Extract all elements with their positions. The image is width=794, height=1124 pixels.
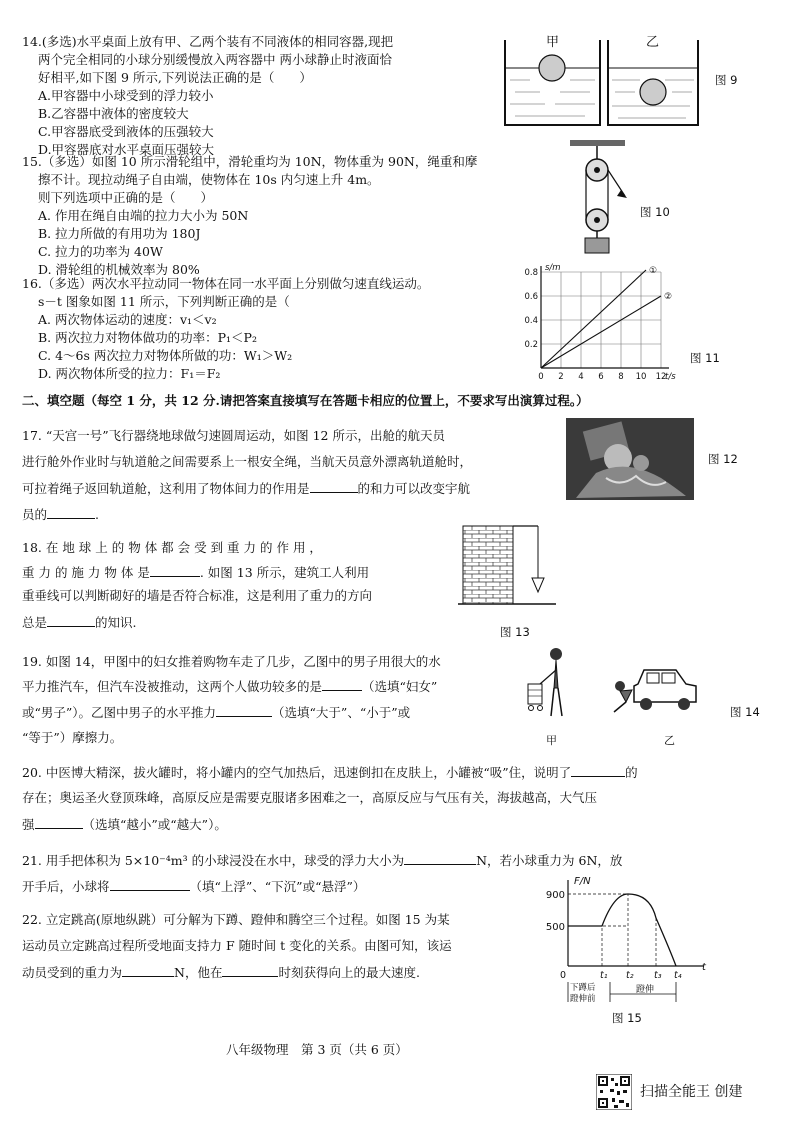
scanner-watermark: 扫描全能王 创建 (640, 1084, 743, 1100)
phase-label-1: 下蹲后 (570, 983, 596, 993)
q17-line-3-tail: 的和力可以改变宇航 (357, 481, 471, 496)
q21-line-1-tail: N，若小球重力为 6N，放 (476, 853, 623, 868)
figure-12-caption: 图 12 (708, 452, 738, 466)
q21-line-1 (22, 852, 622, 870)
q16-line-2: s－t 图象如图 11 所示，下列判断正确的是（ (38, 294, 290, 309)
y-tick-label: 0.8 (524, 268, 538, 278)
q18-blank-1[interactable] (150, 564, 200, 577)
q21-blank-2[interactable] (110, 878, 190, 891)
figure-14-caption: 图 14 (730, 705, 760, 719)
series-line-1 (541, 270, 646, 368)
q16-option-a: A. 两次物体运动的速度：v₁＜v₂ (38, 312, 217, 327)
y-axis-label: F/N (574, 876, 591, 887)
q17-line-2: 进行舱外作业时与轨道舱之间需要系上一根安全绳，当航天员意外漂离轨道舱时， (22, 454, 473, 469)
q19-line-4: “等于”）摩擦力。 (22, 730, 123, 745)
q14-option-a: A.甲容器中小球受到的浮力较小 (38, 88, 214, 103)
x-tick-label: 10 (635, 372, 647, 382)
q18-line-4-tail: 的知识. (95, 615, 137, 630)
figure-10-pulley (565, 138, 640, 256)
x-tick-label: t₄ (674, 970, 682, 981)
q14-option-b: B.乙容器中液体的密度较大 (38, 106, 189, 121)
q15-option-c: C. 拉力的功率为 40W (38, 244, 163, 259)
q22-line-3-text: 动员受到的重力为 (22, 965, 123, 980)
series-label-2: ② (664, 292, 673, 302)
q15-option-b: B. 拉力所做的有用功为 180J (38, 226, 201, 241)
q14-option-d: D.甲容器底对水平桌面压强较大 (38, 142, 215, 157)
figure-10-caption: 图 10 (640, 205, 670, 219)
q18-line-2-text: 重 力 的 施 力 物 体 是 (22, 565, 150, 580)
q17-blank-2[interactable] (47, 506, 95, 519)
q18-line-4-text: 总是 (22, 615, 48, 630)
q15-line-1: 15.（多选）如图 10 所示滑轮组中，滑轮重均为 10N，物体重为 90N，绳重和摩 (22, 154, 478, 169)
q18-line-2-tail: . 如图 13 所示，建筑工人利用 (199, 565, 370, 580)
q22-line-1: 22. 立定跳高(原地纵跳）可分解为下蹲、蹬伸和腾空三个过程。如图 15 为某 (22, 912, 450, 927)
x-tick-label: 12 (655, 372, 667, 382)
q20-blank-1[interactable] (571, 764, 625, 777)
x-axis-label: t (702, 962, 706, 973)
q21-blank-1[interactable] (404, 852, 476, 865)
figure-15-chart (538, 872, 718, 1002)
q18-line-4 (22, 614, 137, 632)
q15-line-3: 则下列选项中正确的是（ ） (38, 190, 214, 205)
q19-blank-2[interactable] (216, 704, 272, 717)
q19-line-3-text: 或“男子”）。乙图中男子的水平推力 (22, 705, 217, 720)
q21-line-2-text: 开手后，小球将 (22, 879, 110, 894)
q20-blank-2[interactable] (35, 816, 83, 829)
q18-line-2 (22, 564, 369, 582)
phase-label-2: 蹬伸 (636, 985, 655, 995)
phase-label-1b: 蹬伸前 (570, 994, 596, 1002)
q22-line-3 (22, 964, 420, 982)
figure-15-caption: 图 15 (612, 1011, 642, 1025)
q17-line-4-text: 员的 (22, 507, 48, 522)
figure-14-illustration (526, 640, 706, 748)
force-curve (568, 894, 676, 966)
q17-line-1: 17. “天宫一号”飞行器绕地球做匀速圆周运动，如图 12 所示，出舱的航天员 (22, 428, 445, 443)
q21-line-2-tail: （填“上浮”、“下沉”或“悬浮”） (189, 879, 366, 894)
series-label-1: ① (649, 266, 658, 276)
label-jia: 甲 (546, 35, 560, 50)
q15-option-a: A. 作用在绳自由端的拉力大小为 50N (38, 208, 249, 223)
q20-line-1-tail: 的 (625, 765, 638, 780)
y-tick-label: 0.6 (524, 292, 538, 302)
x-axis-label: t/s (665, 372, 676, 382)
q19-line-2-tail: （选填“妇女” (362, 679, 438, 694)
q22-blank-2[interactable] (222, 964, 278, 977)
q19-line-3-tail: （选填“大于”、“小于”或 (272, 705, 411, 720)
q20-line-3-text: 强 (22, 817, 35, 832)
qr-code-icon (596, 1074, 632, 1110)
y-axis-label: s/m (545, 263, 561, 273)
ball-jia (539, 55, 565, 81)
ball-yi (640, 79, 666, 105)
y-tick-label: 900 (545, 890, 565, 901)
label-yi-14: 乙 (664, 734, 675, 747)
x-tick-label: 6 (598, 372, 604, 382)
figure-11-caption: 图 11 (690, 351, 720, 365)
q14-line-2: 两个完全相同的小球分别缓慢放入两容器中 两小球静止时液面恰 (38, 52, 392, 67)
q17-line-4-tail: . (95, 507, 99, 522)
y-tick-label: 0.2 (524, 340, 538, 350)
q19-line-1: 19. 如图 14，甲图中的妇女推着购物车走了几步，乙图中的男子用很大的水 (22, 654, 441, 669)
q19-line-2-text: 平力推汽车，但汽车没被推动，这两个人做功较多的是 (22, 679, 323, 694)
label-yi: 乙 (646, 35, 660, 50)
q21-line-2 (22, 878, 365, 896)
q18-line-1: 18. 在 地 球 上 的 物 体 都 会 受 到 重 力 的 作 用 ， (22, 540, 322, 555)
figure-12-astronaut-photo (566, 418, 694, 500)
q16-option-b: B. 两次拉力对物体做功的功率：P₁＜P₂ (38, 330, 257, 345)
x-tick-label: t₃ (654, 970, 662, 981)
x-tick-label: 0 (560, 970, 567, 981)
q17-blank-1[interactable] (310, 480, 358, 493)
figure-13-brick-wall (458, 522, 558, 614)
x-tick-label: 2 (558, 372, 564, 382)
page-footer: 八年级物理 第 3 页（共 6 页） (226, 1042, 408, 1057)
q16-option-c: C. 4～6s 两次拉力对物体所做的功：W₁＞W₂ (38, 348, 293, 363)
q16-line-1: 16.（多选）两次水平拉动同一物体在同一水平面上分别做匀速直线运动。 (22, 276, 430, 291)
q20-line-3-tail: （选填“越小”或“越大”）。 (82, 817, 227, 832)
q20-line-1-text: 20. 中医博大精深，拔火罐时，将小罐内的空气加热后，迅速倒扣在皮肤上，小罐被“吸”住，说明了 (22, 765, 572, 780)
q20-line-3 (22, 816, 227, 834)
figure-11-chart (515, 262, 685, 387)
q17-line-3-text: 可拉着绳子返回轨道舱，这利用了物体间力的作用是 (22, 481, 310, 496)
q22-line-3-tail: 时刻获得向上的最大速度. (278, 965, 420, 980)
label-jia-14: 甲 (546, 734, 557, 747)
q15-option-d: D. 滑轮组的机械效率为 80% (38, 262, 200, 277)
figure-9 (500, 30, 710, 130)
q22-line-3-mid: N，他在 (174, 965, 223, 980)
x-tick-label: 0 (538, 372, 544, 382)
q21-line-1-text: 21. 用手把体积为 5×10⁻⁴m³ 的小球浸没在水中，球受的浮力大小为 (22, 853, 405, 868)
y-tick-label: 0.4 (524, 316, 538, 326)
q15-line-2: 擦不计。现拉动绳子自由端，使物体在 10s 内匀速上升 4m。 (38, 172, 380, 187)
q22-line-2: 运动员立定跳高过程所受地面支持力 F 随时间 t 变化的关系。由图可知，该运 (22, 938, 452, 953)
q19-line-2 (22, 678, 437, 696)
q18-line-3: 重垂线可以判断砌好的墙是否符合标准，这是利用了重力的方向 (22, 588, 373, 603)
q14-line-1: 14.(多选)水平桌面上放有甲、乙两个装有不同液体的相同容器,现把 (22, 34, 394, 49)
figure-13-caption: 图 13 (500, 625, 530, 639)
x-tick-label: 8 (618, 372, 624, 382)
q17-line-3 (22, 480, 470, 498)
section-2-heading: 二、填空题（每空 1 分，共 12 分.请把答案直接填写在答题卡相应的位置上，不要求写出演算过程。） (22, 393, 589, 408)
x-tick-label: t₁ (600, 970, 608, 981)
x-tick-label: t₂ (626, 970, 634, 981)
x-tick-label: 4 (578, 372, 584, 382)
q19-blank-1[interactable] (322, 678, 362, 691)
q20-line-1 (22, 764, 638, 782)
q20-line-2: 存在；奥运圣火登顶珠峰，高原反应是需要克服诸多困难之一，高原反应与气压有关，海拔越高，大气压 (22, 790, 598, 805)
q18-blank-2[interactable] (47, 614, 95, 627)
q14-option-c: C.甲容器底受到液体的压强较大 (38, 124, 214, 139)
figure-9-caption: 图 9 (715, 73, 738, 87)
q16-option-d: D. 两次物体所受的拉力：F₁＝F₂ (38, 366, 221, 381)
q14-line-3: 好相平,如下图 9 所示,下列说法正确的是（ ） (38, 70, 312, 85)
q19-line-3 (22, 704, 410, 722)
q22-blank-1[interactable] (122, 964, 174, 977)
y-tick-label: 500 (545, 922, 565, 933)
q17-line-4 (22, 506, 99, 524)
